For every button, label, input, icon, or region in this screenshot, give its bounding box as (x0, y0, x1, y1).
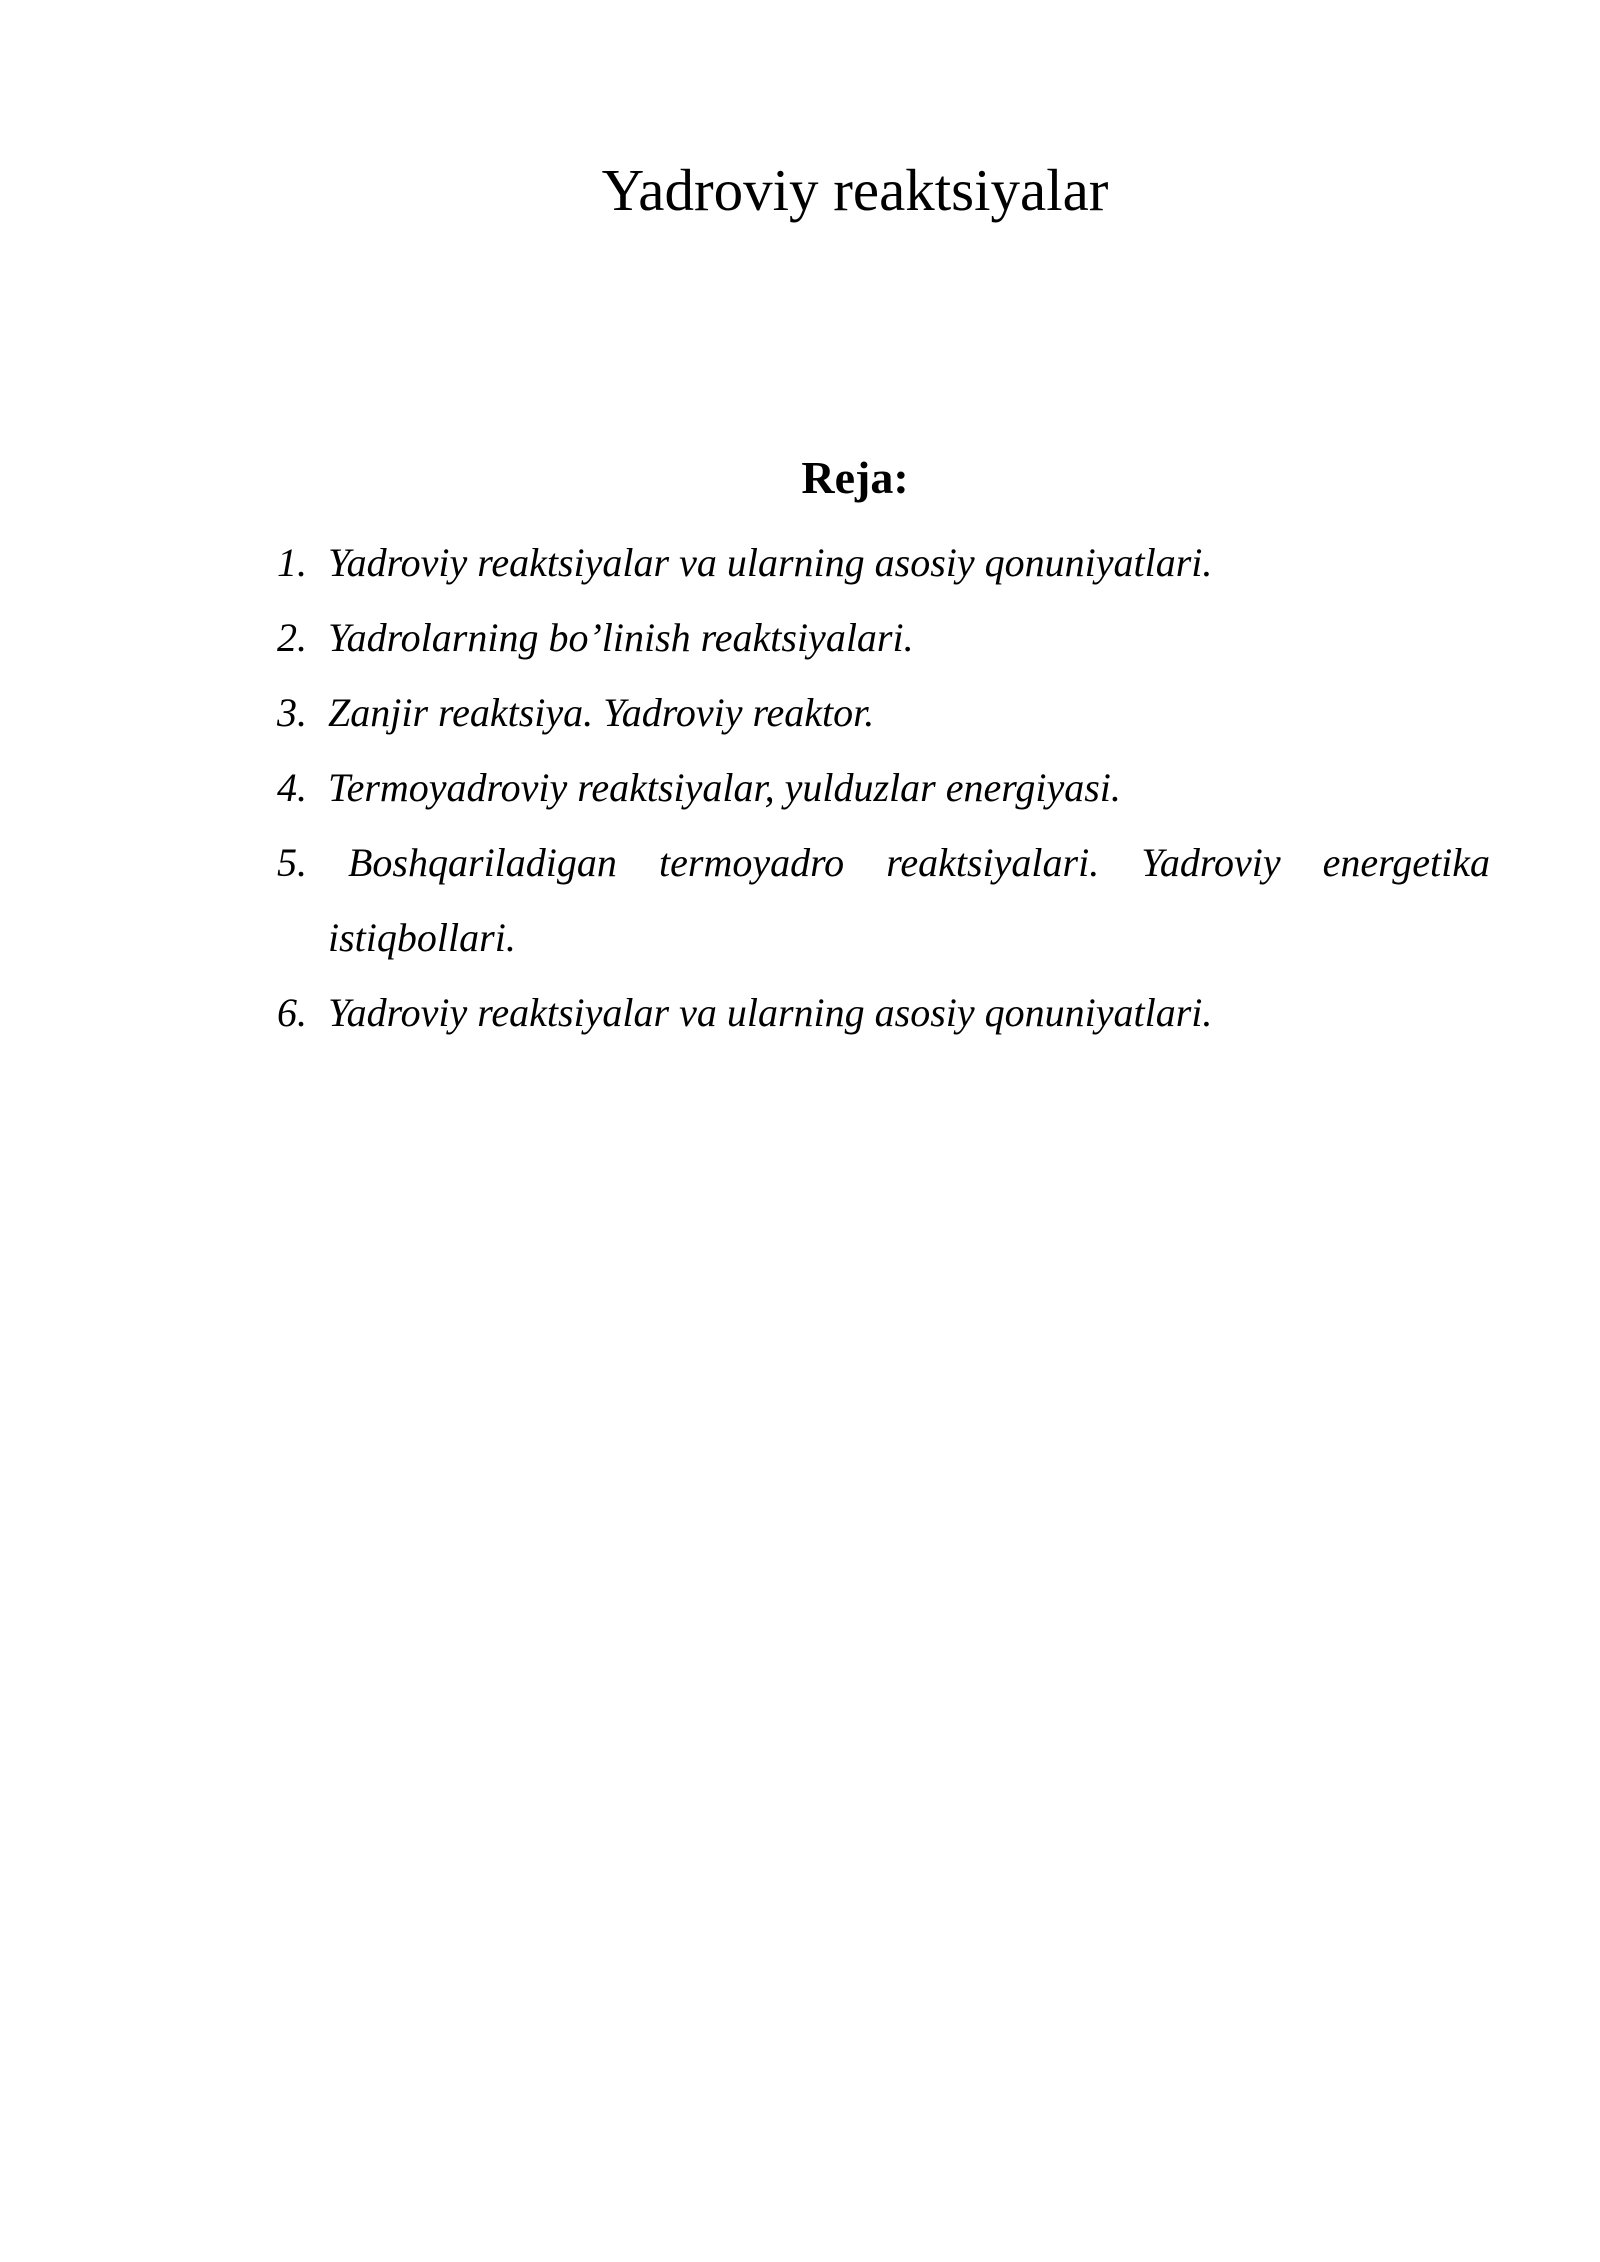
list-item-text: Yadrolarning bo’linish reaktsiyalari. (328, 615, 914, 660)
list-item-text: Boshqariladigan termoyadro reaktsiyalari. Yadroviy energetika istiqbollari. (328, 840, 1490, 960)
document-title: Yadroviy reaktsiyalar (601, 157, 1109, 223)
list-item-number: 2. (277, 615, 307, 660)
list-item-text: Zanjir reaktsiya. Yadroviy reaktor. (328, 690, 875, 735)
list-item-number: 6. (277, 990, 307, 1035)
list-item-text: Termoyadroviy reaktsiyalar, yulduzlar energiyasi. (328, 765, 1121, 810)
list-item-number: 5. (277, 840, 307, 885)
list-item (277, 825, 1490, 975)
list-item-text: Yadroviy reaktsiyalar va ularning asosiy qonuniyatlari. (328, 540, 1213, 585)
list-item (277, 750, 1490, 825)
list-item-number: 4. (277, 765, 307, 810)
list-item-text: Yadroviy reaktsiyalar va ularning asosiy qonuniyatlari. (328, 990, 1213, 1035)
list-item (277, 600, 1490, 675)
list-item (277, 675, 1490, 750)
plan-list (277, 525, 1490, 1050)
list-item-number: 1. (277, 540, 307, 585)
plan-heading: Reja: (801, 452, 909, 503)
list-item (277, 525, 1490, 600)
list-item (277, 975, 1490, 1050)
list-item-number: 3. (277, 690, 307, 735)
